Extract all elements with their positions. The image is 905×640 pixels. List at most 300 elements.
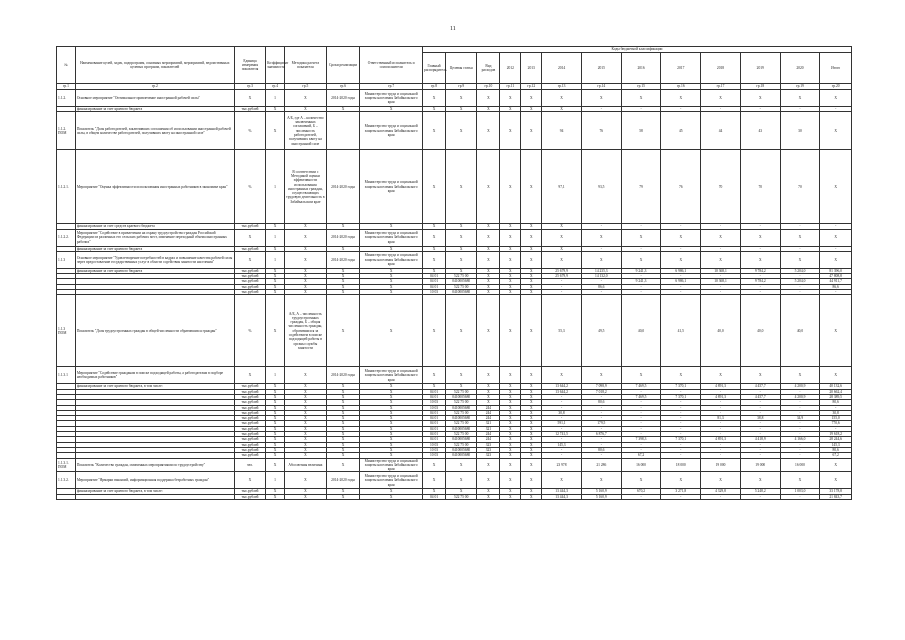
table-cell: Х (446, 295, 477, 367)
table-cell: - (542, 447, 582, 452)
table-cell: Х (326, 274, 359, 279)
table-cell: - (542, 400, 582, 405)
table-cell: 04 01 (423, 421, 446, 426)
table-cell: 4 418,9 (740, 437, 780, 442)
table-cell: 2014-2020 годы (326, 367, 359, 384)
table-cell: - (542, 416, 582, 421)
table-cell: Х (820, 90, 852, 107)
column-number-cell: гр.12 (521, 84, 542, 90)
table-cell: Х (360, 421, 423, 426)
table-cell: Мероприятие "Оценка эффективности использования иностранных работников в экономике края" (75, 150, 234, 224)
table-cell: - (701, 246, 741, 251)
table-cell: Х (521, 268, 542, 273)
table-cell: Х (284, 274, 326, 279)
table-cell: Х (284, 224, 326, 229)
table-cell: - (740, 400, 780, 405)
table-cell: Основное мероприятие "Оптимальное привлечение иностранной рабочей силы" (75, 90, 234, 107)
table-cell: 30,8 (542, 410, 582, 415)
table-cell: Х (326, 458, 359, 472)
table-cell: Абсолютная величина (284, 458, 326, 472)
table-cell: Х (423, 224, 446, 229)
table-cell: - (621, 284, 661, 289)
table-cell: Х (266, 389, 285, 394)
table-cell: Х (266, 437, 285, 442)
table-cell: 80,6 (820, 400, 852, 405)
table-cell: Х (521, 432, 542, 437)
table-cell: тыс.рублей (234, 246, 265, 251)
table-cell: 1 (266, 229, 285, 246)
table-cell: 522 75 00 (446, 400, 477, 405)
table-cell: 40,0 (701, 295, 741, 367)
table-cell: Х (521, 284, 542, 289)
table-cell: - (621, 421, 661, 426)
table-cell: - (661, 416, 701, 421)
table-cell: Х (701, 251, 741, 268)
table-cell: Х (477, 107, 500, 112)
table-row (57, 251, 852, 268)
table-cell: Х (423, 489, 446, 494)
table-cell: 40,0 (740, 295, 780, 367)
table-cell: 155,0 (820, 416, 852, 421)
table-cell: - (780, 290, 820, 295)
table-cell: 04 01 (423, 432, 446, 437)
table-cell: тыс.рублей (234, 421, 265, 426)
table-cell (326, 112, 359, 150)
table-cell: - (740, 107, 780, 112)
table-cell: Мероприятие "Ярмарки вакансий, информационная поддержка безработных граждан" (75, 472, 234, 489)
table-cell: Министерство труда и социальной защиты населения Забайкальского края (360, 112, 423, 150)
table-cell: Х (500, 290, 521, 295)
table-cell: - (661, 453, 701, 458)
table-cell: Х (500, 90, 521, 107)
table-cell: 5 204,0 (780, 279, 820, 284)
table-cell: Х (542, 229, 582, 246)
table-cell: 58 (621, 112, 661, 150)
table-cell: Х (360, 494, 423, 499)
table-cell: 18 000 (661, 458, 701, 472)
table-cell: 43 (740, 112, 780, 150)
table-cell: - (661, 410, 701, 415)
table-cell: 323 (477, 447, 500, 452)
table-cell: Х (284, 284, 326, 289)
table-cell: 10 03 (423, 442, 446, 447)
table-cell: - (780, 447, 820, 452)
table-cell: Х (500, 224, 521, 229)
table-cell: Х (326, 453, 359, 458)
table-cell: Х (266, 458, 285, 472)
table-cell: Х (266, 224, 285, 229)
table-cell: Х (423, 246, 446, 251)
table-cell: 5 160,9 (581, 489, 621, 494)
table-cell: Х (326, 295, 359, 367)
header-method: Методика расчета показателя (284, 47, 326, 84)
table-cell: Х (661, 251, 701, 268)
table-cell: Х (360, 246, 423, 251)
table-cell: Х (500, 112, 521, 150)
table-cell: 7 018,2 (581, 389, 621, 394)
table-cell: Х (521, 394, 542, 399)
table-cell: - (780, 274, 820, 279)
table-cell: Х (477, 268, 500, 273)
column-number-cell: гр.16 (661, 84, 701, 90)
table-cell: Х (661, 229, 701, 246)
table-cell: 70 (740, 150, 780, 224)
table-cell: тыс.рублей (234, 107, 265, 112)
table-cell: 244 (477, 410, 500, 415)
table-cell: Х (266, 279, 285, 284)
table-cell: Х (266, 489, 285, 494)
table-cell: Х (266, 410, 285, 415)
table-cell: 244 (477, 437, 500, 442)
column-number-cell: гр.7 (360, 84, 423, 90)
table-cell: - (740, 421, 780, 426)
table-cell: Х (284, 447, 326, 452)
table-cell: Министерство труда и социальной защиты населения Забайкальского края (360, 229, 423, 246)
table-cell: Х (621, 251, 661, 268)
table-cell: 0410005680 (446, 290, 477, 295)
table-cell: Х (701, 472, 741, 489)
table-cell: Х (266, 426, 285, 431)
table-cell: 12 741,5 (542, 432, 582, 437)
table-cell: Х (284, 384, 326, 389)
table-cell: Х (326, 442, 359, 447)
table-cell: 55,3 (542, 295, 582, 367)
table-cell: Х (477, 246, 500, 251)
table-cell: Х (661, 367, 701, 384)
table-cell: Х (284, 290, 326, 295)
table-cell: Х (284, 453, 326, 458)
table-cell: 1.1.3.2. (57, 472, 76, 489)
table-cell: 86,6 (581, 284, 621, 289)
table-cell: 04 01 (423, 437, 446, 442)
table-cell: Х (266, 295, 285, 367)
table-cell (75, 494, 234, 499)
table-cell: Х (266, 453, 285, 458)
table-cell: - (542, 405, 582, 410)
table-cell: Х (500, 432, 521, 437)
table-cell: Х (446, 90, 477, 107)
table-cell: Х (284, 90, 326, 107)
table-cell: 522 75 00 (446, 432, 477, 437)
table-row (57, 229, 852, 246)
table-cell: финансирование за счет краевого бюджета, в том числе: (75, 489, 234, 494)
table-cell: Х (542, 472, 582, 489)
table-cell: - (820, 426, 852, 431)
table-cell: - (621, 405, 661, 410)
table-cell: Х (446, 458, 477, 472)
table-cell: Х (266, 107, 285, 112)
table-cell: Х (500, 489, 521, 494)
header-year: 2016 (621, 53, 661, 84)
table-cell: Х (740, 229, 780, 246)
table-cell: Мероприятие "Содействие гражданам в поиске подходящей работы, а работодателям в подборе необходимых работников" (75, 367, 234, 384)
column-number-cell: гр.5 (284, 84, 326, 90)
table-cell: - (780, 389, 820, 394)
table-cell: Х (521, 458, 542, 472)
table-cell: 179,5 (581, 421, 621, 426)
table-cell: Х (521, 90, 542, 107)
table-cell: 04 01 (423, 426, 446, 431)
table-cell: 28 389,5 (820, 394, 852, 399)
table-cell: Министерство труда и социальной защиты населения Забайкальского края (360, 150, 423, 224)
table-cell: Х (234, 229, 265, 246)
table-cell: Х (477, 274, 500, 279)
table-cell: Министерство труда и социальной защиты населения Забайкальского края (360, 251, 423, 268)
table-cell: 10 03 (423, 453, 446, 458)
table-cell: 5 204,0 (780, 268, 820, 273)
table-cell: Х (284, 432, 326, 437)
table-cell: 47 808,8 (820, 274, 852, 279)
table-cell: Х (326, 437, 359, 442)
table-cell: Х (423, 251, 446, 268)
table-cell: - (740, 432, 780, 437)
table-cell: Х (360, 268, 423, 273)
header-year: 2018 (701, 53, 741, 84)
table-cell (57, 494, 76, 499)
table-row (57, 90, 852, 107)
table-cell: Х (284, 489, 326, 494)
table-cell: 145,3 (542, 442, 582, 447)
table-cell: 93,5 (581, 150, 621, 224)
table-cell: - (621, 246, 661, 251)
table-cell: Х (621, 367, 661, 384)
table-cell: 16 000 (780, 458, 820, 472)
table-cell: Х (477, 290, 500, 295)
column-number-cell: гр.20 (820, 84, 852, 90)
table-cell: Х (326, 405, 359, 410)
table-cell: - (820, 224, 852, 229)
table-cell: тыс.рублей (234, 494, 265, 499)
table-cell: Основное мероприятие "Удовлетворение потребностей в кадрах и повышение качества рабочей силы через предоставление государственных услуг в области содействия занятости населения" (75, 251, 234, 268)
table-cell: - (780, 432, 820, 437)
table-cell: 4 457,7 (740, 394, 780, 399)
table-cell: 45 (661, 112, 701, 150)
table-cell: % (234, 112, 265, 150)
table-cell: Х (521, 416, 542, 421)
table-cell: - (740, 290, 780, 295)
table-cell: 76 (661, 150, 701, 224)
table-cell: Х (446, 112, 477, 150)
table-cell: - (621, 432, 661, 437)
table-cell: Х (423, 90, 446, 107)
table-cell: тыс.рублей (234, 384, 265, 389)
table-row (57, 472, 852, 489)
table-cell: 0410005680 (446, 447, 477, 452)
table-cell: % (234, 295, 265, 367)
header-name: Наименование целей, задач, подпрограмм, основных мероприятий, мероприятий, ведомственных целевых программ, показателей (75, 47, 234, 84)
table-cell: 13 644,2 (542, 384, 582, 389)
table-cell: Х (360, 405, 423, 410)
table-cell: - (621, 389, 661, 394)
table-cell: - (661, 442, 701, 447)
table-cell: Х (477, 494, 500, 499)
table-cell: 10 03 (423, 290, 446, 295)
table-cell: 70 (701, 150, 741, 224)
table-cell: 04 01 (423, 410, 446, 415)
table-cell: Х (500, 251, 521, 268)
table-cell: тыс.рублей (234, 442, 265, 447)
table-cell: Х (326, 421, 359, 426)
table-cell: Х (621, 472, 661, 489)
table-cell: - (581, 453, 621, 458)
table-cell: Х (326, 107, 359, 112)
table-cell: 13 444,3 (542, 489, 582, 494)
table-cell: Х (477, 394, 500, 399)
table-cell: - (661, 389, 701, 394)
table-cell: Х (477, 251, 500, 268)
table-cell: Х (423, 472, 446, 489)
table-cell: Х (521, 290, 542, 295)
table-cell: Х (500, 416, 521, 421)
table-cell: тыс.рублей (234, 447, 265, 452)
table-cell: 0410005680 (446, 416, 477, 421)
table-cell: Показатель "Количество граждан, охваченных мероприятиями по трудоустройству" (75, 458, 234, 472)
table-cell: Министерство труда и социальной защиты населения Забайкальского края (360, 458, 423, 472)
column-number-cell: гр.19 (780, 84, 820, 90)
table-cell: - (701, 494, 741, 499)
table-cell: 80,6 (581, 400, 621, 405)
table-cell: 244 (477, 405, 500, 410)
table-cell: тыс.рублей (234, 290, 265, 295)
table-cell: 28 244,6 (820, 437, 852, 442)
table-cell: - (701, 107, 741, 112)
table-cell: Х (266, 384, 285, 389)
table-cell: тыс.рублей (234, 268, 265, 273)
table-cell: Х (780, 229, 820, 246)
table-cell: Х (581, 472, 621, 489)
table-cell: тыс.рублей (234, 489, 265, 494)
table-cell: 321 (477, 426, 500, 431)
table-cell: Х (521, 410, 542, 415)
table-cell: 7 398,3 (621, 437, 661, 442)
table-cell: Х (542, 107, 582, 112)
table-cell: Х (500, 405, 521, 410)
table-cell: Х (446, 268, 477, 273)
table-cell: 16 000 (621, 458, 661, 472)
financing-row (57, 494, 852, 499)
table-cell: Х (326, 279, 359, 284)
table-cell: тыс.рублей (234, 410, 265, 415)
table-cell: 40,0 (780, 295, 820, 367)
table-cell: Х (284, 400, 326, 405)
table-cell: - (581, 437, 621, 442)
header-year: 2013 (521, 53, 542, 84)
table-cell: тыс.рублей (234, 284, 265, 289)
table-cell: 10 368,1 (701, 268, 741, 273)
table-cell: Х (423, 367, 446, 384)
table-cell: Х (521, 107, 542, 112)
table-cell: 30 (780, 112, 820, 150)
table-cell: Х (326, 389, 359, 394)
table-cell: Показатель "Доля работодателей, заключивших соглашения об использовании иностранной рабочей силы, в общем количестве работодателей, получивших квоту на иностранной силе" (75, 112, 234, 150)
table-cell: Х (234, 90, 265, 107)
table-cell: 81 396,0 (820, 268, 852, 273)
table-cell: Х (446, 367, 477, 384)
table-cell: - (740, 246, 780, 251)
table-cell: Х (360, 284, 423, 289)
table-cell: 40 132,6 (820, 384, 852, 389)
table-cell: 1.1.3 ПОМ (57, 295, 76, 367)
table-cell: Х (500, 367, 521, 384)
table-cell: Х (266, 432, 285, 437)
table-cell: 4 329,8 (701, 489, 741, 494)
table-cell: - (780, 410, 820, 415)
header-article: Целевая статья (446, 53, 477, 84)
table-cell: Показатель "Доля трудоустроенных граждан в общей численности обратившихся граждан" (75, 295, 234, 367)
table-cell: Х (360, 447, 423, 452)
table-cell: Х (477, 489, 500, 494)
table-cell: 44 911,7 (820, 279, 852, 284)
table-cell: 04 01 (423, 389, 446, 394)
table-cell: 86,6 (820, 284, 852, 289)
table-cell: Х (500, 394, 521, 399)
table-cell: 1.1.3.1 (57, 367, 76, 384)
table-cell: Х (266, 112, 285, 150)
table-cell: 4 200,9 (780, 384, 820, 389)
table-cell: - (740, 224, 780, 229)
table-cell: - (661, 426, 701, 431)
table-row (57, 150, 852, 224)
table-cell: Х (266, 442, 285, 447)
table-cell: Х (780, 90, 820, 107)
table-cell: 7 370,1 (661, 437, 701, 442)
table-cell: 6 986,1 (661, 279, 701, 284)
table-cell: Х (234, 367, 265, 384)
table-cell: Х (701, 229, 741, 246)
table-cell: - (581, 279, 621, 284)
table-cell: 04 01 (423, 494, 446, 499)
table-cell: 145,3 (820, 442, 852, 447)
table-cell: Х (521, 367, 542, 384)
table-cell: 44 (701, 112, 741, 150)
table-cell: Х (477, 472, 500, 489)
table-cell: Х (500, 274, 521, 279)
table-cell: - (621, 274, 661, 279)
table-cell: 80,6 (581, 447, 621, 452)
table-cell: - (701, 432, 741, 437)
table-cell: 4 200,9 (780, 394, 820, 399)
table-cell: Х (521, 442, 542, 447)
table-cell: Х (284, 426, 326, 431)
table-cell: Х (521, 453, 542, 458)
table-cell: Х (423, 384, 446, 389)
table-cell: Х (326, 432, 359, 437)
table-cell: Х (500, 246, 521, 251)
table-cell: Х (326, 290, 359, 295)
table-cell: 7 098,9 (581, 384, 621, 389)
table-cell: - (542, 290, 582, 295)
header-term: Сроки реализации (326, 47, 359, 84)
table-cell: Х (360, 290, 423, 295)
table-cell: 3 271,8 (661, 489, 701, 494)
table-cell: финансирование за счет средств краевого бюджета (75, 224, 234, 229)
table-cell: Х (521, 224, 542, 229)
table-cell: Х (500, 268, 521, 273)
table-cell: тыс.рублей (234, 426, 265, 431)
table-cell: - (621, 107, 661, 112)
table-cell: Х (423, 268, 446, 273)
table-cell: Х (521, 229, 542, 246)
table-cell: Х (521, 421, 542, 426)
table-cell: Х (521, 274, 542, 279)
table-cell: - (542, 394, 582, 399)
table-cell: 2014-2020 годы (326, 90, 359, 107)
table-cell: - (581, 410, 621, 415)
table-cell: 2014-2020 годы (326, 150, 359, 224)
header-budget-codes: Коды бюджетной классификации (423, 47, 852, 53)
table-cell: Х (423, 229, 446, 246)
table-cell: Министерство труда и социальной защиты населения Забайкальского края (360, 367, 423, 384)
